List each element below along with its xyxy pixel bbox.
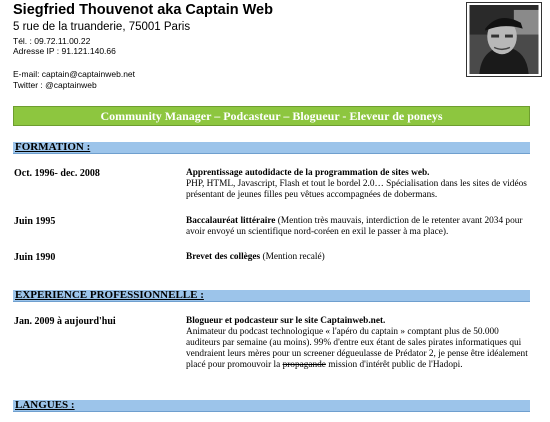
entry-body bbox=[186, 216, 530, 238]
entry-body bbox=[186, 252, 530, 263]
entry-date: Juin 1995 bbox=[14, 216, 56, 227]
profile-photo bbox=[466, 2, 542, 77]
section-title-experience: EXPERIENCE PROFESSIONNELLE : bbox=[15, 289, 204, 301]
section-langues bbox=[13, 400, 530, 412]
entry-text: Animateur du podcast technologique « l'apéro du captain » comptant plus de 50.000 auditeurs par semaine (au moins). 99% d'entre eux étant de sales pirates informatiques qui vendraient leurs mères pour un screener dégueulasse de Prédator 2, je pense être idéalement placé pour promouvoir la bbox=[186, 327, 528, 370]
entry-text: (Mention recalé) bbox=[260, 252, 325, 262]
candidate-name: Siegfried Thouvenot aka Captain Web bbox=[13, 2, 273, 18]
profile-photo-image bbox=[469, 5, 539, 74]
entry-date: Oct. 1996- dec. 2008 bbox=[14, 168, 100, 179]
email: E-mail: captain@captainweb.net bbox=[13, 69, 136, 79]
section-experience bbox=[13, 290, 530, 302]
section-title-langues: LANGUES : bbox=[15, 399, 75, 411]
entry-date: Juin 1990 bbox=[14, 252, 56, 263]
entry-body bbox=[186, 316, 530, 371]
entry-title: Blogueur et podcasteur sur le site Captainweb.net. bbox=[186, 316, 386, 326]
entry-body bbox=[186, 168, 530, 201]
address: 5 rue de la truanderie, 75001 Paris bbox=[13, 21, 191, 33]
section-title-formation: FORMATION : bbox=[15, 141, 91, 153]
entry-strikethrough: propagande bbox=[282, 360, 326, 370]
phone: Tél. : 09.72.11.00.22 bbox=[13, 36, 91, 46]
job-title-banner: Community Manager – Podcasteur – Blogueur - Eleveur de poneys bbox=[13, 106, 530, 126]
section-formation bbox=[13, 142, 530, 154]
entry-title: Apprentissage autodidacte de la programmation de sites web. bbox=[186, 168, 430, 178]
entry-text: PHP, HTML, Javascript, Flash et tout le bordel 2.0… Spécialisation dans les sites de vidéos présentant de jeunes filles peu vêtues accompagnées de dobermans. bbox=[186, 179, 527, 200]
ip-address: Adresse IP : 91.121.140.66 bbox=[13, 46, 116, 56]
entry-title: Baccalauréat littéraire bbox=[186, 216, 276, 226]
twitter: Twitter : @captainweb bbox=[13, 80, 97, 90]
entry-text-end: mission d'intérêt public de l'Hadopi. bbox=[325, 360, 463, 370]
entry-title: Brevet des collèges bbox=[186, 252, 261, 262]
entry-date: Jan. 2009 à aujourd'hui bbox=[14, 316, 116, 327]
entry-text: (Mention très mauvais, interdiction de le retenter avant 2034 pour avoir envoyé un scientifique nord-coréen en exil le passer à ma place). bbox=[186, 216, 523, 237]
